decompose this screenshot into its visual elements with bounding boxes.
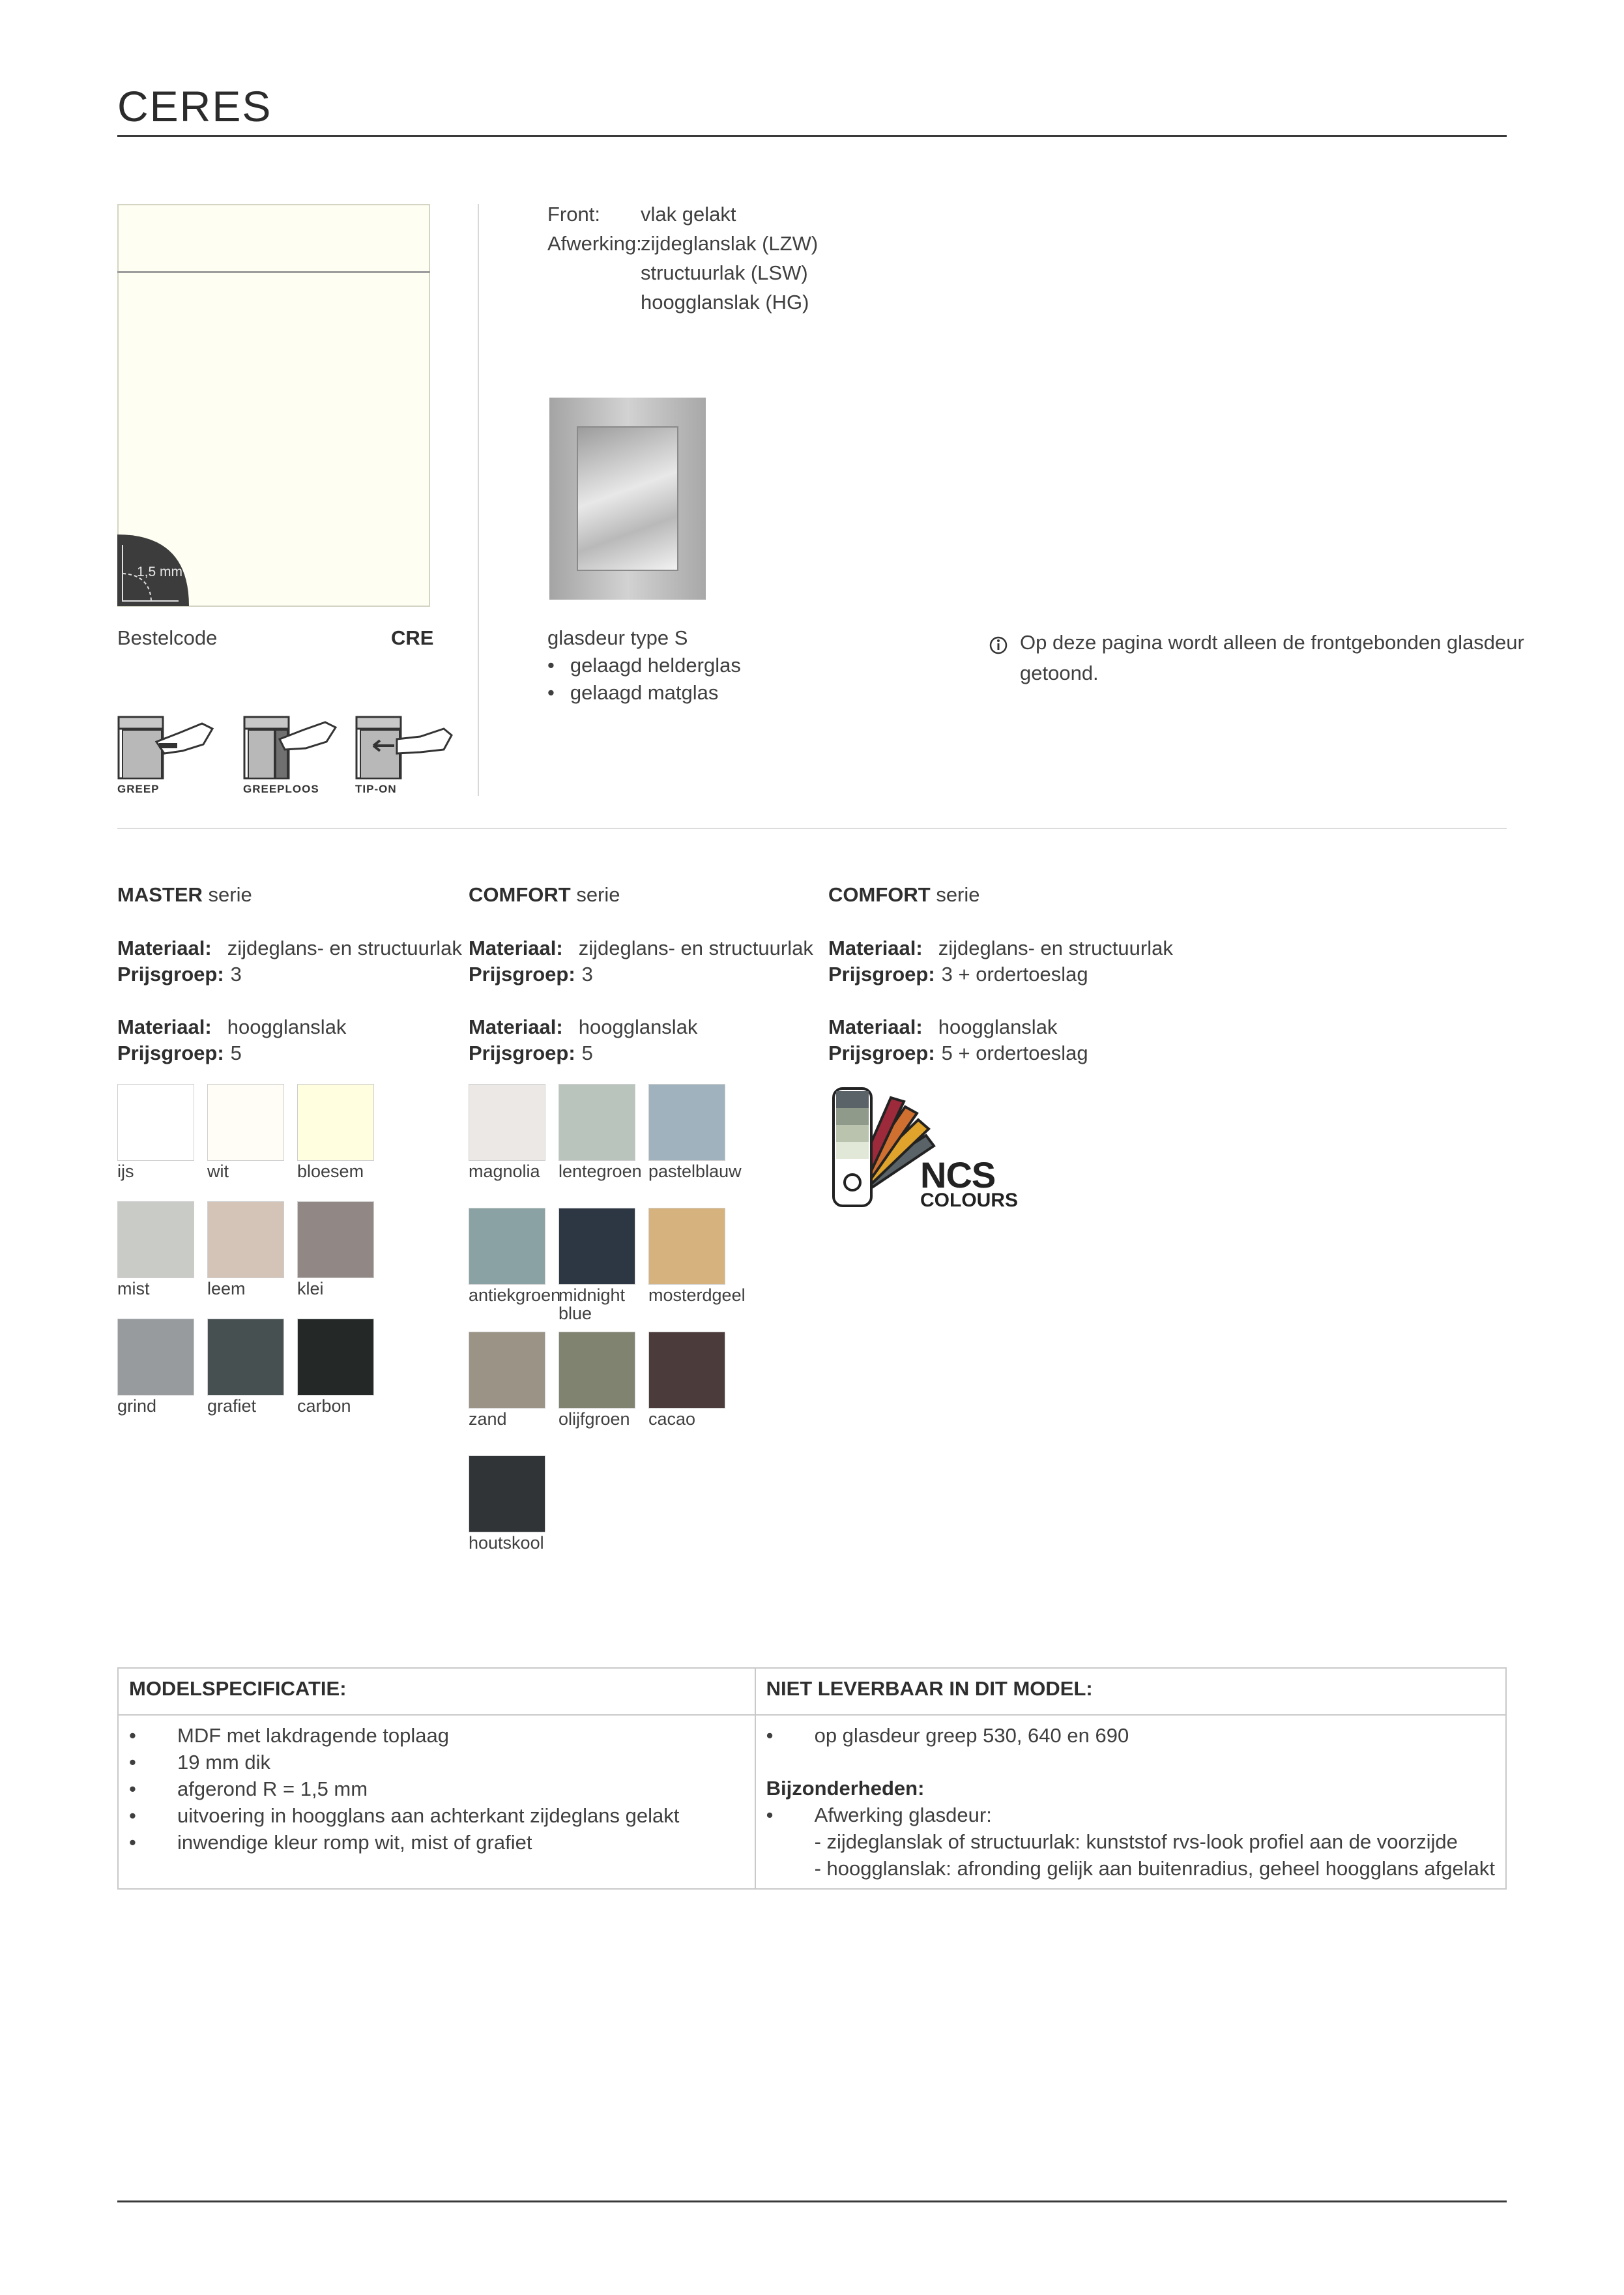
- material-value: hoogglanslak: [938, 1016, 1058, 1038]
- series-master-title: [117, 880, 252, 910]
- tip-on-icon: [355, 716, 453, 787]
- model-spec-text: afgerond R = 1,5 mm: [177, 1777, 368, 1800]
- price-value: 5: [230, 1042, 242, 1064]
- master-swatch-label: carbon: [297, 1396, 351, 1416]
- price-value: 5 + ordertoeslag: [941, 1042, 1088, 1064]
- model-spec-text: 19 mm dik: [177, 1751, 270, 1774]
- comfort-swatch: [558, 1332, 635, 1409]
- material-label: Materiaal:: [117, 1016, 212, 1038]
- material-value: hoogglanslak: [227, 1016, 347, 1038]
- price-label: Prijsgroep:: [828, 1042, 935, 1064]
- material-value: zijdeglans- en structuurlak: [578, 937, 813, 959]
- handleless-icon: [243, 716, 341, 787]
- model-spec-item: [129, 1749, 744, 1776]
- model-spec-header: MODELSPECIFICATIE:: [118, 1668, 755, 1715]
- master-swatch-label: mist: [117, 1279, 150, 1298]
- finish-label: Afwerking:: [547, 232, 642, 255]
- master-swatch: [207, 1201, 284, 1278]
- series-comfort-ncs-title: [828, 880, 980, 910]
- price-value: 3: [581, 963, 593, 986]
- spacer: [766, 1749, 1495, 1775]
- model-spec-item: [129, 1829, 744, 1856]
- comfort-swatch-label: magnolia: [469, 1162, 540, 1181]
- details-item-text: Afwerking glasdeur:: [814, 1804, 992, 1826]
- details-sub-1: - zijdeglanslak of structuurlak: kunststof rvs-look profiel aan de voorzijde: [814, 1830, 1458, 1853]
- comfort-swatch-label: cacao: [648, 1409, 696, 1429]
- glass-door-image: [549, 398, 706, 600]
- price-value: 3: [230, 963, 242, 986]
- master-swatch: [297, 1084, 374, 1161]
- bullet: •: [129, 1751, 136, 1774]
- model-spec-text: inwendige kleur romp wit, mist of grafiet: [177, 1831, 532, 1854]
- price-label: Prijsgroep:: [469, 1042, 575, 1064]
- glass-door-title: glasdeur type S: [547, 626, 688, 649]
- master-swatch-label: grafiet: [207, 1396, 257, 1416]
- material-label: Materiaal:: [117, 937, 212, 959]
- series-comfort-ncs-suffix: serie: [930, 883, 980, 906]
- bullet: •: [766, 1804, 774, 1826]
- master-swatch-label: leem: [207, 1279, 246, 1298]
- comfort-price-1: [469, 959, 593, 989]
- material-label: Materiaal:: [828, 937, 923, 959]
- details-title: Bijzonderheden:: [766, 1777, 925, 1800]
- order-code-label: Bestelcode: [117, 626, 218, 649]
- comfort-swatch-label: zand: [469, 1409, 507, 1429]
- master-swatch: [117, 1319, 194, 1396]
- material-label: Materiaal:: [828, 1016, 923, 1038]
- comfort-swatch: [558, 1084, 635, 1161]
- finish-value-2: structuurlak (LSW): [641, 261, 808, 284]
- spec-table: [117, 1667, 1507, 1890]
- vertical-divider: [478, 204, 479, 796]
- comfort-swatch-label: antiekgroen: [469, 1285, 561, 1305]
- handleless-label: GREEPLOOS: [243, 783, 319, 795]
- master-swatch: [207, 1084, 284, 1161]
- bullet: •: [766, 1724, 774, 1747]
- master-swatch-label: wit: [207, 1162, 229, 1181]
- material-label: Materiaal:: [469, 1016, 563, 1038]
- glass-pane: [577, 426, 678, 571]
- comfort-swatch: [648, 1084, 725, 1161]
- master-price-2: [117, 1038, 242, 1068]
- info-note-line-1: Op deze pagina wordt alleen de frontgebonden glasdeur: [1020, 631, 1524, 654]
- comfort-swatch: [469, 1208, 545, 1285]
- series-comfort-ncs-name: COMFORT: [828, 883, 931, 906]
- master-swatch-label: ijs: [117, 1162, 134, 1181]
- price-value: 3 + ordertoeslag: [941, 963, 1088, 986]
- series-master-suffix: serie: [202, 883, 252, 906]
- model-spec-item: [129, 1776, 744, 1802]
- finish-value-1: zijdeglanslak (LZW): [641, 232, 819, 255]
- material-value: hoogglanslak: [578, 1016, 698, 1038]
- material-label: Materiaal:: [469, 937, 563, 959]
- bullet: •: [129, 1724, 136, 1747]
- model-spec-item: [129, 1722, 744, 1749]
- ncs-price-1: [828, 959, 1088, 989]
- info-icon: [989, 636, 1008, 655]
- page-title: CERES: [117, 82, 272, 130]
- comfort-swatch-label: lentegroen: [558, 1162, 642, 1181]
- front-sample-edge-line: [117, 271, 430, 273]
- master-swatch: [297, 1201, 374, 1278]
- comfort-swatch-label: olijfgroen: [558, 1409, 630, 1429]
- comfort-swatch: [558, 1208, 635, 1285]
- bullet: •: [547, 654, 555, 677]
- front-value: vlak gelakt: [641, 203, 736, 226]
- bullet: •: [129, 1831, 136, 1854]
- handle-grip-label: GREEP: [117, 783, 160, 795]
- comfort-swatch-label: mosterdgeel: [648, 1285, 746, 1305]
- price-label: Prijsgroep:: [828, 963, 935, 986]
- section-divider: [117, 828, 1507, 829]
- master-swatch: [297, 1319, 374, 1396]
- comfort-swatch-label: houtskool: [469, 1533, 544, 1553]
- model-spec-cell: [118, 1715, 755, 1889]
- not-available-item: [766, 1722, 1495, 1749]
- comfort-swatch: [648, 1208, 725, 1285]
- not-available-header: NIET LEVERBAAR IN DIT MODEL:: [755, 1668, 1506, 1715]
- handle-grip-icon: [117, 716, 215, 787]
- comfort-swatch-label: pastelblauw: [648, 1162, 742, 1181]
- price-value: 5: [581, 1042, 593, 1064]
- comfort-swatch-label: midnight blue: [558, 1285, 626, 1323]
- master-swatch-label: klei: [297, 1279, 324, 1298]
- master-swatch: [117, 1084, 194, 1161]
- footer-rule: [117, 2200, 1507, 2202]
- glass-option-1-text: gelaagd helderglas: [570, 654, 741, 677]
- material-value: zijdeglans- en structuurlak: [938, 937, 1173, 959]
- comfort-swatch: [648, 1332, 725, 1409]
- comfort-swatch: [469, 1455, 545, 1532]
- master-swatch-label: bloesem: [297, 1162, 364, 1181]
- ncs-price-2: [828, 1038, 1088, 1068]
- comfort-price-2: [469, 1038, 593, 1068]
- model-spec-list: [129, 1722, 744, 1856]
- tip-on-label: TIP-ON: [355, 783, 397, 795]
- info-note-line-2: getoond.: [1020, 662, 1099, 684]
- master-swatch: [117, 1201, 194, 1278]
- not-available-cell: [755, 1715, 1506, 1889]
- details-item: [766, 1802, 1495, 1828]
- comfort-swatch: [469, 1084, 545, 1161]
- bullet: •: [129, 1804, 136, 1827]
- ncs-logo-subtext: COLOURS: [920, 1190, 1018, 1211]
- bullet: •: [129, 1777, 136, 1800]
- price-label: Prijsgroep:: [469, 963, 575, 986]
- finish-value-3: hoogglanslak (HG): [641, 291, 809, 314]
- price-label: Prijsgroep:: [117, 963, 224, 986]
- not-available-text: op glasdeur greep 530, 640 en 690: [814, 1724, 1129, 1747]
- series-comfort-name: COMFORT: [469, 883, 571, 906]
- order-code: CRE: [391, 626, 434, 649]
- radius-label: 1,5 mm: [137, 564, 183, 579]
- glass-option-2: [547, 678, 718, 708]
- model-spec-text: uitvoering in hoogglans aan achterkant zijdeglans gelakt: [177, 1804, 680, 1827]
- model-spec-text: MDF met lakdragende toplaag: [177, 1724, 450, 1747]
- ncs-logo-text: NCS: [920, 1154, 996, 1195]
- model-spec-item: [129, 1802, 744, 1829]
- front-label: Front:: [547, 203, 600, 226]
- price-label: Prijsgroep:: [117, 1042, 224, 1064]
- title-rule: [117, 135, 1507, 137]
- details-sub-2: - hoogglanslak: afronding gelijk aan buitenradius, geheel hoogglans afgelakt: [814, 1857, 1495, 1880]
- master-swatch: [207, 1319, 284, 1396]
- glass-option-1: [547, 650, 741, 680]
- material-value: zijdeglans- en structuurlak: [227, 937, 462, 959]
- glass-option-2-text: gelaagd matglas: [570, 681, 719, 704]
- series-comfort-title: [469, 880, 620, 910]
- bullet: •: [547, 681, 555, 704]
- series-master-name: MASTER: [117, 883, 203, 906]
- comfort-swatch: [469, 1332, 545, 1409]
- master-price-1: [117, 959, 242, 989]
- master-swatch-label: grind: [117, 1396, 157, 1416]
- series-comfort-suffix: serie: [570, 883, 620, 906]
